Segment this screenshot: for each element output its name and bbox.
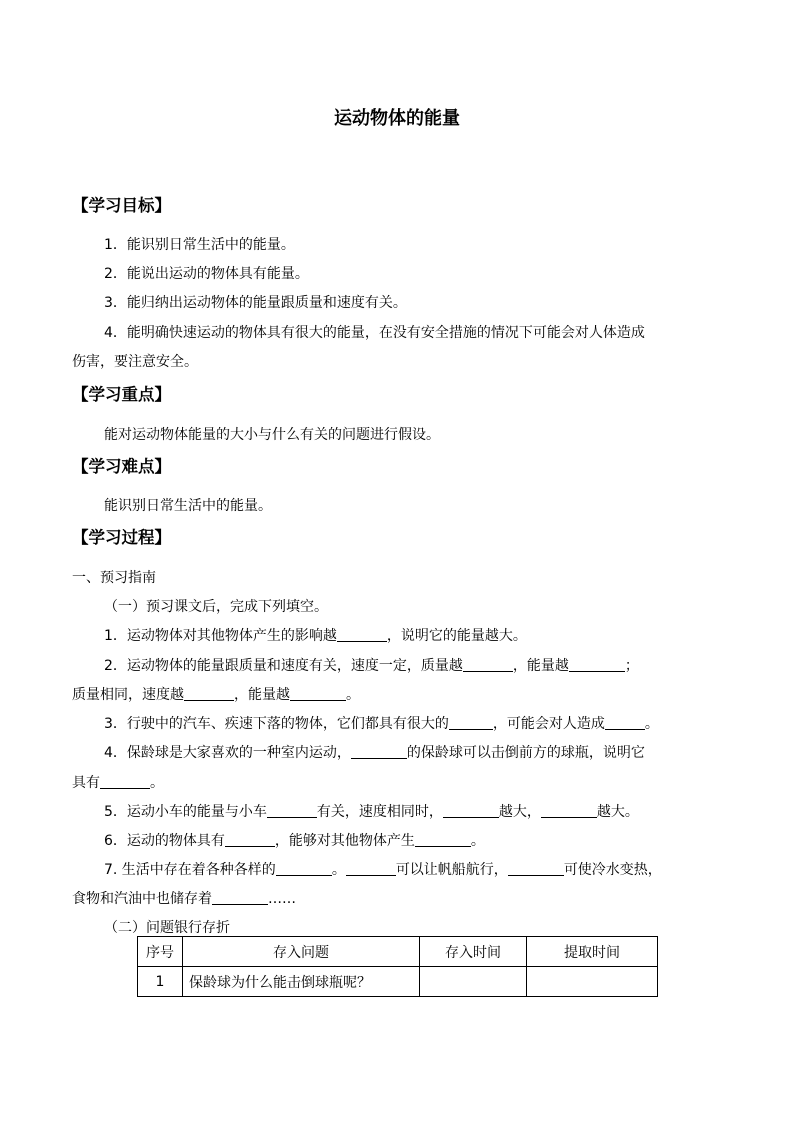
question-2: 2．运动物体的能量跟质量和速度有关，速度一定，质量越 ，能量越 ； [104,658,639,674]
question-4: 4．保龄球是大家喜欢的一种室内运动， 的保龄球可以击倒前方的球瓶，说明它 [104,745,645,761]
part1-heading: 一、预习指南 [72,570,156,586]
difficulty-heading: 【学习难点】 [72,457,171,476]
cell-deposit-time[interactable] [420,967,527,997]
page-title: 运动物体的能量 [334,108,460,129]
answer-blank[interactable] [267,803,317,818]
answer-blank[interactable] [276,861,332,876]
answer-blank[interactable] [415,832,471,847]
answer-blank[interactable] [100,774,150,789]
focus-text: 能对运动物体能量的大小与什么有关的问题进行假设。 [104,427,440,443]
answer-blank[interactable] [225,832,275,847]
focus-heading: 【学习重点】 [72,385,171,404]
answer-blank[interactable] [443,803,499,818]
answer-blank[interactable] [569,657,625,672]
question-7-cont: 食物和汽油中也储存着 …… [72,891,296,907]
header-question: 存入问题 [183,937,420,967]
goal-item: 4．能明确快速运动的物体具有很大的能量，在没有安全措施的情况下可能会对人体造成 [104,325,645,341]
question-bank-table [137,936,658,997]
header-withdraw-time: 提取时间 [527,937,658,967]
sub2-heading: （二）问题银行存折 [104,920,230,936]
cell-question: 保龄球为什么能击倒球瓶呢？ [183,967,420,997]
answer-blank[interactable] [290,686,346,701]
process-heading: 【学习过程】 [72,528,171,547]
answer-blank[interactable] [184,686,234,701]
answer-blank[interactable] [508,861,564,876]
answer-blank[interactable] [346,861,396,876]
answer-blank[interactable] [541,803,597,818]
answer-blank[interactable] [605,715,645,730]
cell-index: 1 [138,967,183,997]
goal-item: 伤害，要注意安全。 [72,354,198,370]
cell-withdraw-time[interactable] [527,967,658,997]
goal-item: 3．能归纳出运动物体的能量跟质量和速度有关。 [104,295,407,311]
answer-blank[interactable] [212,890,268,905]
table-header-row [138,937,658,967]
question-7: 7. 生活中存在着各种各样的 。 可以让帆船航行， 可使冷水变热， [104,862,662,878]
answer-blank[interactable] [351,744,407,759]
question-5: 5．运动小车的能量与小车 有关，速度相同时， 越大， 越大。 [104,804,639,820]
answer-blank[interactable] [449,715,493,730]
goal-item: 2．能说出运动的物体具有能量。 [104,266,309,282]
question-2-cont: 质量相同，速度越 ，能量越 。 [72,687,360,703]
question-4-cont: 具有 。 [72,775,164,791]
goal-item: 1．能识别日常生活中的能量。 [104,237,295,253]
table-row [138,967,658,997]
goals-heading: 【学习目标】 [72,196,171,215]
sub1-heading: （一）预习课文后，完成下列填空。 [104,599,328,615]
question-3: 3．行驶中的汽车、疾速下落的物体，它们都具有很大的 ，可能会对人造成 。 [104,716,659,732]
answer-blank[interactable] [337,627,387,642]
answer-blank[interactable] [463,657,513,672]
question-6: 6．运动的物体具有 ，能够对其他物体产生 。 [104,833,485,849]
difficulty-text: 能识别日常生活中的能量。 [104,498,272,514]
header-index: 序号 [138,937,183,967]
header-deposit-time: 存入时间 [420,937,527,967]
question-1: 1．运动物体对其他物体产生的影响越 ，说明它的能量越大。 [104,628,527,644]
